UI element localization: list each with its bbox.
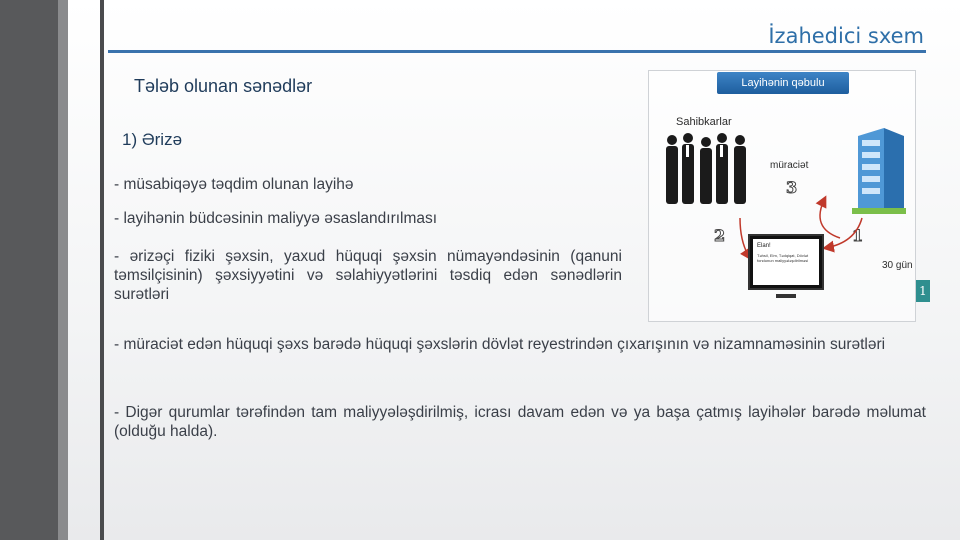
reception-badge: Layihənin qəbulu bbox=[717, 72, 849, 94]
left-decor-strip bbox=[58, 0, 68, 540]
bullet-project: - müsabiqəyə təqdim olunan layihə bbox=[114, 176, 354, 193]
slide-title: İzahedici sxem bbox=[768, 24, 924, 48]
bullet-other-projects: - Digər qurumlar tərəfindən tam maliyyələşdirilmiş, icrası davam edən və ya başa çatmış layihələr barədə məlumat (olduğu halda). bbox=[114, 404, 926, 440]
bullet-budget: - layihənin büdcəsinin maliyyə əsaslandırılması bbox=[114, 210, 438, 227]
section-heading: Tələb olunan sənədlər bbox=[134, 76, 313, 96]
title-divider bbox=[108, 50, 926, 53]
announcement-monitor bbox=[748, 234, 824, 290]
screen-text: Təhsil, Elm, Tədqiqat, Dövlət fondunun maliyyələşdirilməsi bbox=[757, 253, 809, 263]
item-heading: 1) Ərizə bbox=[122, 130, 183, 149]
left-decor-line bbox=[100, 0, 104, 540]
process-diagram bbox=[630, 68, 930, 323]
bullet-identity-docs: - ərizəçi fiziki şəxsin, yaxud hüquqi şəxsin nümayəndəsinin (qanuni təmsilçisinin) şəxsiyyətini və səlahiyyətlərini təsdiq edən sənədlərin surətləri bbox=[114, 248, 622, 303]
step-3-label: 3 bbox=[786, 178, 798, 197]
left-decor-bar bbox=[0, 0, 58, 540]
bullet-registry-docs: - müraciət edən hüquqi şəxs barədə hüquqi şəxslərin dövlət reyestrindən çıxarışının və nizamnaməsinin surətləri bbox=[114, 336, 886, 353]
monitor-stand bbox=[776, 294, 796, 298]
entrepreneurs-label: Sahibkarlar bbox=[676, 116, 732, 128]
step-2-label: 2 bbox=[714, 226, 726, 245]
screen-title: Elan! bbox=[757, 243, 771, 249]
appeal-label: müraciət bbox=[770, 160, 809, 171]
days-label: 30 gün bbox=[882, 260, 913, 271]
step-box: 1 bbox=[916, 280, 930, 302]
monitor-screen bbox=[753, 239, 819, 285]
step-1-label: 1 bbox=[852, 226, 864, 245]
